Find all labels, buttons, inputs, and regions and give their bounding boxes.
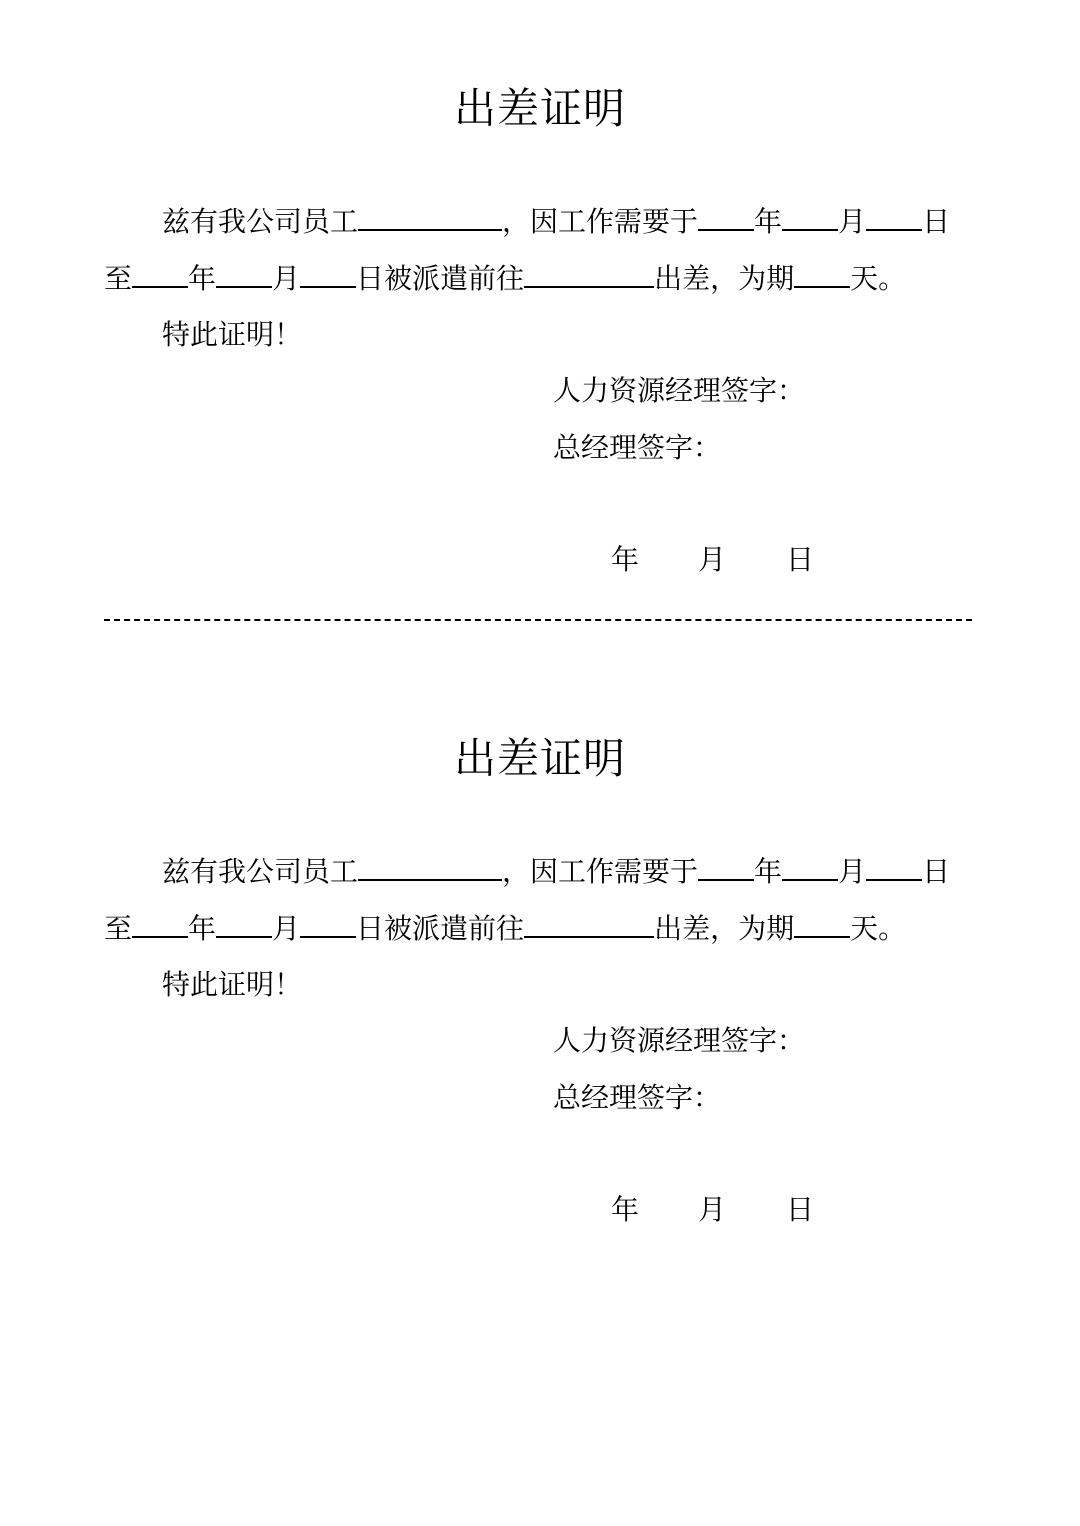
- blank-days[interactable]: [794, 910, 850, 938]
- text-month: 月: [838, 205, 867, 238]
- text-to: 至: [104, 912, 133, 945]
- text-days: 天。: [850, 262, 907, 295]
- blank-days[interactable]: [794, 260, 850, 288]
- body-line-2: [104, 910, 906, 947]
- body-line-2: [104, 260, 906, 297]
- blank-end-day[interactable]: [300, 910, 356, 938]
- blank-end-month[interactable]: [216, 260, 272, 288]
- blank-start-year[interactable]: [698, 203, 754, 231]
- date-year: 年: [611, 543, 640, 576]
- text-trip-duration: 出差，为期: [654, 262, 795, 295]
- blank-employee-name[interactable]: [358, 853, 502, 881]
- text-year: 年: [754, 205, 783, 238]
- text-month: 月: [838, 855, 867, 888]
- text-employee-prefix: 兹有我公司员工: [162, 205, 359, 238]
- certificate-title: 出差证明: [453, 734, 626, 783]
- date-month: 月: [698, 1193, 727, 1226]
- text-month: 月: [272, 912, 301, 945]
- text-trip-duration: 出差，为期: [654, 912, 795, 945]
- date-month: 月: [698, 543, 727, 576]
- hr-manager-signature: 人力资源经理签字：: [553, 374, 806, 407]
- blank-start-day[interactable]: [866, 203, 922, 231]
- blank-destination[interactable]: [524, 910, 654, 938]
- blank-end-year[interactable]: [132, 910, 188, 938]
- general-manager-signature: 总经理签字：: [553, 431, 722, 464]
- text-dispatched-to: 日被派遣前往: [356, 912, 525, 945]
- date-day: 日: [786, 1193, 815, 1226]
- general-manager-signature: 总经理签字：: [553, 1081, 722, 1114]
- blank-start-day[interactable]: [866, 853, 922, 881]
- text-days: 天。: [850, 912, 907, 945]
- text-work-need: ，因工作需要于: [502, 855, 699, 888]
- text-to: 至: [104, 262, 133, 295]
- text-day: 日: [922, 205, 951, 238]
- body-line-1: [162, 853, 950, 890]
- blank-end-month[interactable]: [216, 910, 272, 938]
- blank-start-month[interactable]: [782, 853, 838, 881]
- text-work-need: ，因工作需要于: [502, 205, 699, 238]
- text-employee-prefix: 兹有我公司员工: [162, 855, 359, 888]
- hr-manager-signature: 人力资源经理签字：: [553, 1024, 806, 1057]
- certificate-title: 出差证明: [453, 84, 626, 133]
- cut-line-divider: [104, 619, 972, 621]
- date-year: 年: [611, 1193, 640, 1226]
- text-year: 年: [754, 855, 783, 888]
- blank-end-year[interactable]: [132, 260, 188, 288]
- text-month: 月: [272, 262, 301, 295]
- text-year: 年: [188, 262, 217, 295]
- blank-destination[interactable]: [524, 260, 654, 288]
- blank-employee-name[interactable]: [358, 203, 502, 231]
- text-day: 日: [922, 855, 951, 888]
- text-year: 年: [188, 912, 217, 945]
- body-line-1: [162, 203, 950, 240]
- text-dispatched-to: 日被派遣前往: [356, 262, 525, 295]
- blank-start-month[interactable]: [782, 203, 838, 231]
- closing-statement: 特此证明！: [162, 968, 303, 1001]
- blank-end-day[interactable]: [300, 260, 356, 288]
- date-day: 日: [786, 543, 815, 576]
- blank-start-year[interactable]: [698, 853, 754, 881]
- closing-statement: 特此证明！: [162, 318, 303, 351]
